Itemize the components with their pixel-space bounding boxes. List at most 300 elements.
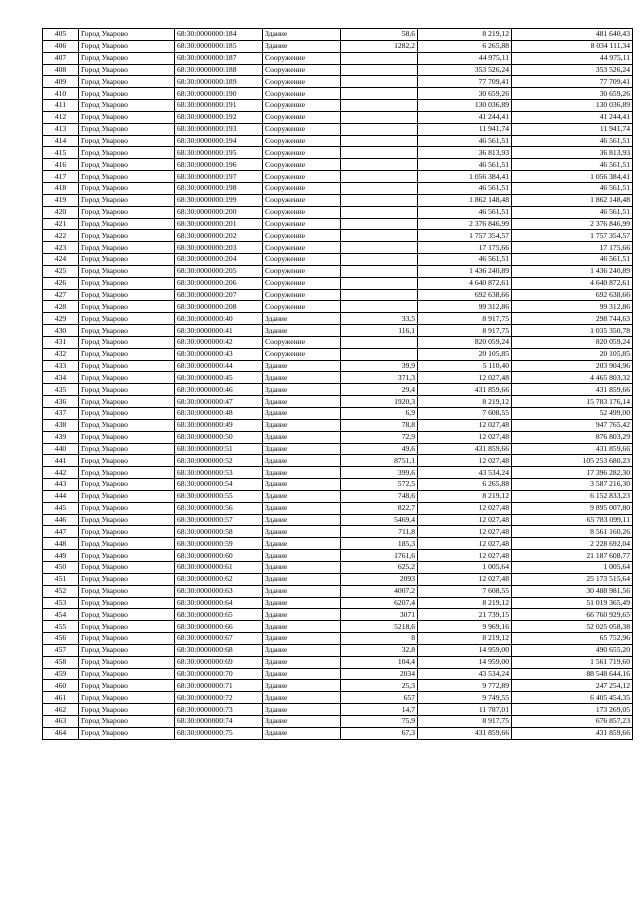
cell-cadastral-number: 68:30:0000000:50 [175,431,263,443]
cell-object-type: Сооружение [263,289,341,301]
table-row [43,467,633,479]
cell-cadastral-value: 353 526,24 [512,64,633,76]
cell-specific-value: 12 027,48 [418,455,512,467]
cell-locality: Город Уварово [79,573,175,585]
cell-area: 711,8 [341,526,418,538]
cell-specific-value: 12 027,48 [418,419,512,431]
cell-object-type: Здание [263,408,341,420]
cell-cadastral-value: 11 941,74 [512,123,633,135]
cell-cadastral-value: 8 034 111,34 [512,40,633,52]
cell-locality: Город Уварово [79,431,175,443]
table-row [43,230,633,242]
cell-cadastral-number: 68:30:0000000:187 [175,52,263,64]
cell-locality: Город Уварово [79,242,175,254]
table-row [43,621,633,633]
cell-area [341,123,418,135]
cell-area: 2034 [341,668,418,680]
table-row [43,123,633,135]
cell-specific-value: 8 917,75 [418,313,512,325]
cell-object-type: Здание [263,644,341,656]
cell-cadastral-number: 68:30:0000000:206 [175,277,263,289]
table-row [43,348,633,360]
cell-object-type: Здание [263,372,341,384]
cell-object-type: Здание [263,29,341,41]
cell-row-number: 424 [43,254,79,266]
cell-cadastral-value: 21 187 608,77 [512,550,633,562]
cell-specific-value: 36 813,93 [418,147,512,159]
cell-locality: Город Уварово [79,408,175,420]
cell-cadastral-number: 68:30:0000000:51 [175,443,263,455]
cell-specific-value: 431 859,66 [418,443,512,455]
cell-specific-value: 46 561,51 [418,135,512,147]
cell-object-type: Сооружение [263,182,341,194]
cell-cadastral-number: 68:30:0000000:71 [175,680,263,692]
cell-object-type: Сооружение [263,111,341,123]
cell-cadastral-number: 68:30:0000000:45 [175,372,263,384]
cell-area: 25,3 [341,680,418,692]
cell-cadastral-value: 431 859,66 [512,727,633,739]
table-row [43,727,633,739]
table-row [43,550,633,562]
table-row [43,171,633,183]
cell-cadastral-value: 46 561,51 [512,206,633,218]
table-row [43,514,633,526]
cell-cadastral-number: 68:30:0000000:73 [175,704,263,716]
cell-row-number: 449 [43,550,79,562]
cell-object-type: Здание [263,715,341,727]
table-row [43,561,633,573]
cell-specific-value: 46 561,51 [418,254,512,266]
cell-cadastral-value: 676 857,23 [512,715,633,727]
cell-area [341,218,418,230]
cell-cadastral-value: 9 895 007,80 [512,502,633,514]
cell-locality: Город Уварово [79,384,175,396]
cell-cadastral-value: 490 655,20 [512,644,633,656]
cell-cadastral-number: 68:30:0000000:65 [175,609,263,621]
cell-row-number: 420 [43,206,79,218]
cell-locality: Город Уварово [79,502,175,514]
cell-locality: Город Уварово [79,277,175,289]
cell-area: 371,3 [341,372,418,384]
cell-area: 5469,4 [341,514,418,526]
cell-row-number: 454 [43,609,79,621]
cell-row-number: 438 [43,419,79,431]
cell-cadastral-value: 3 587 216,30 [512,479,633,491]
cell-cadastral-value: 692 638,66 [512,289,633,301]
cell-locality: Город Уварово [79,40,175,52]
table-row [43,40,633,52]
cadastral-value-table [42,28,633,740]
cell-row-number: 441 [43,455,79,467]
cell-area: 625,2 [341,561,418,573]
cell-cadastral-value: 1 056 384,41 [512,171,633,183]
cell-row-number: 407 [43,52,79,64]
cell-row-number: 440 [43,443,79,455]
cell-cadastral-number: 68:30:0000000:198 [175,182,263,194]
cell-specific-value: 12 027,48 [418,372,512,384]
cell-specific-value: 1 757 354,57 [418,230,512,242]
cell-specific-value: 12 027,48 [418,502,512,514]
cell-locality: Город Уварово [79,123,175,135]
cell-object-type: Сооружение [263,301,341,313]
cell-cadastral-value: 876 803,29 [512,431,633,443]
cell-locality: Город Уварово [79,348,175,360]
cell-cadastral-value: 4 465 803,32 [512,372,633,384]
cell-object-type: Здание [263,633,341,645]
cell-cadastral-number: 68:30:0000000:57 [175,514,263,526]
cell-row-number: 448 [43,538,79,550]
cell-cadastral-number: 68:30:0000000:48 [175,408,263,420]
cell-locality: Город Уварово [79,467,175,479]
cell-area: 8751,1 [341,455,418,467]
cell-cadastral-number: 68:30:0000000:188 [175,64,263,76]
cell-area: 2093 [341,573,418,585]
cell-area: 657 [341,692,418,704]
cell-row-number: 459 [43,668,79,680]
cell-locality: Город Уварово [79,704,175,716]
cell-row-number: 457 [43,644,79,656]
table-row [43,538,633,550]
cell-specific-value: 7 608,55 [418,585,512,597]
cell-area: 3071 [341,609,418,621]
cell-area: 1920,3 [341,396,418,408]
cell-cadastral-value: 247 254,12 [512,680,633,692]
cell-cadastral-number: 68:30:0000000:75 [175,727,263,739]
cell-area: 8 [341,633,418,645]
cell-cadastral-value: 1 035 350,78 [512,325,633,337]
cell-cadastral-value: 431 859,66 [512,384,633,396]
cell-specific-value: 14 959,00 [418,656,512,668]
table-row [43,455,633,467]
cell-specific-value: 1 056 384,41 [418,171,512,183]
table-row [43,680,633,692]
cell-cadastral-number: 68:30:0000000:61 [175,561,263,573]
cell-area [341,76,418,88]
table-row [43,419,633,431]
cell-object-type: Здание [263,502,341,514]
table-row [43,194,633,206]
cell-row-number: 410 [43,88,79,100]
cell-object-type: Сооружение [263,52,341,64]
cell-object-type: Сооружение [263,206,341,218]
cell-area: 33,5 [341,313,418,325]
cell-area: 5218,6 [341,621,418,633]
cell-locality: Город Уварово [79,668,175,680]
cell-area: 75,9 [341,715,418,727]
cell-cadastral-value: 1 436 240,89 [512,265,633,277]
table-row [43,111,633,123]
cell-locality: Город Уварово [79,76,175,88]
cell-area [341,230,418,242]
cell-locality: Город Уварово [79,100,175,112]
cell-area [341,254,418,266]
cell-locality: Город Уварово [79,135,175,147]
cell-specific-value: 8 917,75 [418,715,512,727]
cell-locality: Город Уварово [79,609,175,621]
cell-object-type: Здание [263,514,341,526]
cell-cadastral-value: 88 548 644,16 [512,668,633,680]
cell-row-number: 453 [43,597,79,609]
cell-locality: Город Уварово [79,550,175,562]
cell-cadastral-value: 30 488 981,56 [512,585,633,597]
cell-specific-value: 5 110,40 [418,360,512,372]
cell-cadastral-number: 68:30:0000000:74 [175,715,263,727]
cell-cadastral-number: 68:30:0000000:63 [175,585,263,597]
cell-row-number: 434 [43,372,79,384]
cell-specific-value: 1 005,64 [418,561,512,573]
table-row [43,254,633,266]
cell-specific-value: 8 917,75 [418,325,512,337]
table-row [43,135,633,147]
table-row [43,301,633,313]
cell-area [341,64,418,76]
cell-locality: Город Уварово [79,597,175,609]
cell-object-type: Здание [263,561,341,573]
cell-locality: Город Уварово [79,621,175,633]
cell-object-type: Здание [263,419,341,431]
cell-row-number: 446 [43,514,79,526]
cell-area: 4007,2 [341,585,418,597]
cell-locality: Город Уварово [79,29,175,41]
cell-specific-value: 6 265,88 [418,40,512,52]
cell-cadastral-value: 46 561,51 [512,254,633,266]
table-row [43,277,633,289]
cell-locality: Город Уварово [79,147,175,159]
cell-area: 29,4 [341,384,418,396]
cell-cadastral-value: 947 765,42 [512,419,633,431]
cell-locality: Город Уварово [79,289,175,301]
cell-specific-value: 12 027,48 [418,550,512,562]
cell-specific-value: 46 561,51 [418,182,512,194]
table-row [43,443,633,455]
cell-locality: Город Уварово [79,692,175,704]
cell-specific-value: 9 772,89 [418,680,512,692]
cell-locality: Город Уварово [79,111,175,123]
cell-area [341,88,418,100]
cell-specific-value: 11 787,01 [418,704,512,716]
cell-cadastral-number: 68:30:0000000:59 [175,538,263,550]
cell-area: 6207,4 [341,597,418,609]
cell-cadastral-value: 130 036,89 [512,100,633,112]
cell-cadastral-number: 68:30:0000000:194 [175,135,263,147]
table-row [43,597,633,609]
cell-row-number: 413 [43,123,79,135]
cell-area: 822,7 [341,502,418,514]
cell-specific-value: 9 969,16 [418,621,512,633]
cell-cadastral-value: 46 561,51 [512,159,633,171]
cell-specific-value: 14 959,00 [418,644,512,656]
cell-area [341,182,418,194]
cell-row-number: 443 [43,479,79,491]
cell-row-number: 432 [43,348,79,360]
cell-cadastral-value: 298 744,63 [512,313,633,325]
cell-cadastral-value: 20 105,85 [512,348,633,360]
cell-row-number: 426 [43,277,79,289]
cell-row-number: 464 [43,727,79,739]
table-row [43,372,633,384]
cell-locality: Город Уварово [79,182,175,194]
table-row [43,218,633,230]
cell-specific-value: 8 219,12 [418,633,512,645]
table-row [43,360,633,372]
cell-specific-value: 99 312,86 [418,301,512,313]
cell-cadastral-number: 68:30:0000000:207 [175,289,263,301]
table-row [43,704,633,716]
table-row [43,182,633,194]
cell-locality: Город Уварово [79,514,175,526]
cell-row-number: 412 [43,111,79,123]
table-row [43,325,633,337]
cell-row-number: 439 [43,431,79,443]
cell-locality: Город Уварово [79,490,175,502]
cell-specific-value: 8 219,12 [418,29,512,41]
cell-locality: Город Уварово [79,336,175,348]
cell-area [341,52,418,64]
cell-cadastral-value: 52 025 058,38 [512,621,633,633]
cell-area [341,100,418,112]
cell-cadastral-number: 68:30:0000000:66 [175,621,263,633]
cell-specific-value: 12 027,48 [418,514,512,526]
cell-object-type: Сооружение [263,242,341,254]
cell-locality: Город Уварово [79,680,175,692]
cell-area [341,289,418,301]
cell-area: 39,9 [341,360,418,372]
cell-cadastral-value: 66 760 929,65 [512,609,633,621]
cell-locality: Город Уварово [79,372,175,384]
cell-locality: Город Уварово [79,715,175,727]
table-row [43,490,633,502]
cell-cadastral-value: 65 783 099,11 [512,514,633,526]
cell-object-type: Здание [263,431,341,443]
table-row [43,29,633,41]
cell-cadastral-value: 1 561 719,60 [512,656,633,668]
cell-cadastral-number: 68:30:0000000:40 [175,313,263,325]
cell-cadastral-value: 6 405 454,35 [512,692,633,704]
cell-object-type: Сооружение [263,100,341,112]
table-row [43,147,633,159]
cell-cadastral-value: 2 376 846,99 [512,218,633,230]
cell-locality: Город Уварово [79,254,175,266]
cell-specific-value: 12 027,48 [418,431,512,443]
cell-object-type: Сооружение [263,218,341,230]
cell-object-type: Здание [263,455,341,467]
cell-cadastral-number: 68:30:0000000:58 [175,526,263,538]
table-row [43,100,633,112]
cell-row-number: 405 [43,29,79,41]
cell-object-type: Сооружение [263,159,341,171]
cell-locality: Город Уварово [79,301,175,313]
cell-specific-value: 12 027,48 [418,573,512,585]
cell-row-number: 417 [43,171,79,183]
cell-cadastral-number: 68:30:0000000:192 [175,111,263,123]
cell-locality: Город Уварово [79,230,175,242]
cell-cadastral-value: 36 813,93 [512,147,633,159]
cell-specific-value: 77 709,41 [418,76,512,88]
cell-cadastral-number: 68:30:0000000:195 [175,147,263,159]
cell-cadastral-number: 68:30:0000000:60 [175,550,263,562]
cell-cadastral-number: 68:30:0000000:43 [175,348,263,360]
cell-cadastral-number: 68:30:0000000:67 [175,633,263,645]
cell-cadastral-number: 68:30:0000000:69 [175,656,263,668]
cell-cadastral-number: 68:30:0000000:196 [175,159,263,171]
cell-row-number: 425 [43,265,79,277]
cell-locality: Город Уварово [79,419,175,431]
cell-object-type: Здание [263,692,341,704]
cell-locality: Город Уварово [79,88,175,100]
cell-specific-value: 12 027,48 [418,538,512,550]
table-row [43,384,633,396]
cell-locality: Город Уварово [79,727,175,739]
cell-row-number: 451 [43,573,79,585]
cell-area [341,277,418,289]
cell-row-number: 450 [43,561,79,573]
cell-cadastral-value: 1 862 148,48 [512,194,633,206]
cell-cadastral-value: 17 396 282,30 [512,467,633,479]
cell-object-type: Сооружение [263,194,341,206]
cell-cadastral-number: 68:30:0000000:42 [175,336,263,348]
cell-area: 116,1 [341,325,418,337]
cell-cadastral-value: 4 640 872,61 [512,277,633,289]
cell-row-number: 462 [43,704,79,716]
table-row [43,526,633,538]
cell-area [341,194,418,206]
cell-cadastral-value: 2 228 692,04 [512,538,633,550]
cell-locality: Город Уварово [79,396,175,408]
cell-area: 6,9 [341,408,418,420]
cell-cadastral-number: 68:30:0000000:190 [175,88,263,100]
cell-cadastral-value: 173 269,05 [512,704,633,716]
cell-area [341,336,418,348]
cell-row-number: 444 [43,490,79,502]
table-row [43,159,633,171]
cell-cadastral-number: 68:30:0000000:44 [175,360,263,372]
cell-cadastral-number: 68:30:0000000:205 [175,265,263,277]
cell-cadastral-value: 52 499,00 [512,408,633,420]
cell-object-type: Здание [263,443,341,455]
cell-locality: Город Уварово [79,656,175,668]
cell-object-type: Сооружение [263,265,341,277]
cell-cadastral-value: 820 059,24 [512,336,633,348]
table-row [43,573,633,585]
cell-specific-value: 21 739,15 [418,609,512,621]
cell-object-type: Здание [263,479,341,491]
cell-cadastral-value: 30 659,26 [512,88,633,100]
cell-specific-value: 43 534,24 [418,668,512,680]
cell-row-number: 423 [43,242,79,254]
table-row [43,479,633,491]
cell-row-number: 452 [43,585,79,597]
cell-row-number: 414 [43,135,79,147]
cell-area [341,348,418,360]
cell-cadastral-value: 44 975,11 [512,52,633,64]
cell-specific-value: 130 036,89 [418,100,512,112]
cell-cadastral-number: 68:30:0000000:197 [175,171,263,183]
cell-specific-value: 431 859,66 [418,384,512,396]
cell-object-type: Здание [263,325,341,337]
cell-specific-value: 6 265,88 [418,479,512,491]
cell-object-type: Здание [263,40,341,52]
cell-locality: Город Уварово [79,360,175,372]
cell-locality: Город Уварово [79,206,175,218]
cell-cadastral-value: 77 709,41 [512,76,633,88]
cell-area [341,265,418,277]
cell-object-type: Сооружение [263,348,341,360]
table-row [43,88,633,100]
cell-cadastral-number: 68:30:0000000:208 [175,301,263,313]
cell-area [341,135,418,147]
cell-cadastral-value: 431 859,66 [512,443,633,455]
cell-locality: Город Уварово [79,585,175,597]
